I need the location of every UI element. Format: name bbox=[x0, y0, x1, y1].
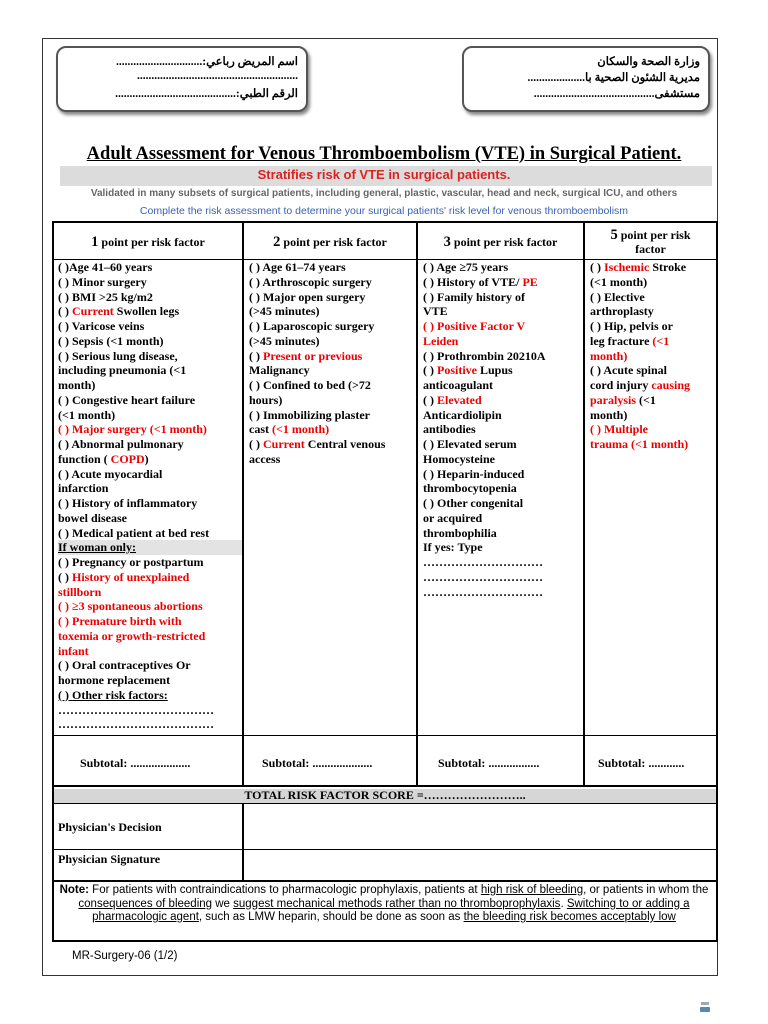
risk-factor-line bbox=[58, 437, 238, 452]
factor-text: leg fracture bbox=[590, 333, 653, 348]
risk-factor-line bbox=[423, 319, 581, 334]
factor-text: function ( bbox=[58, 451, 111, 466]
factor-text: (<1 month) bbox=[58, 407, 116, 422]
risk-factor-line bbox=[590, 349, 714, 364]
subtotal-1[interactable]: Subtotal: .................... bbox=[80, 756, 191, 770]
factor-text: Lupus bbox=[477, 363, 513, 378]
factor-text: (<1 month) bbox=[590, 274, 648, 289]
col-header-3: 3 point per risk factor bbox=[443, 234, 558, 250]
note-segment: For patients with contraindications to pharmacologic prophylaxis, patients at bbox=[88, 884, 481, 896]
factor-text: arthroplasty bbox=[590, 304, 654, 319]
factor-text-red: toxemia or growth-restricted bbox=[58, 628, 206, 643]
factor-text-red: (<1 month) bbox=[272, 422, 330, 437]
factor-text-red: ( ) Premature birth with bbox=[58, 614, 182, 628]
factor-text: ( ) Confined to bed (>72 bbox=[249, 378, 371, 392]
factor-text: ………………………… bbox=[423, 555, 543, 569]
risk-factor-line bbox=[423, 540, 581, 555]
risk-factor-line bbox=[423, 585, 581, 600]
risk-factor-line bbox=[590, 422, 714, 437]
factor-text: ( ) bbox=[590, 260, 604, 274]
factor-text: ( ) bbox=[249, 437, 263, 451]
risk-factor-line bbox=[58, 511, 238, 526]
risk-factor-line bbox=[58, 363, 238, 378]
patient-name-line[interactable]: اسم المريض رباعي:.............................. bbox=[115, 56, 298, 68]
validated-text: Validated in many subsets of surgical patients, including general, plastic, vascular, head and neck, surgical ICU, and others bbox=[90, 188, 678, 199]
risk-factor-line bbox=[423, 349, 581, 364]
factor-text: ( )Age 41–60 years bbox=[58, 260, 153, 274]
risk-factor-line bbox=[423, 393, 581, 408]
factor-text-red: History of unexplained bbox=[72, 569, 190, 584]
factor-text: VTE bbox=[423, 304, 448, 319]
factor-text-red: ( ) Major surgery (<1 month) bbox=[58, 422, 207, 437]
factor-text-red: Present or previous bbox=[263, 348, 363, 363]
factor-text: month) bbox=[590, 407, 628, 422]
table-right-border bbox=[716, 221, 718, 942]
note-label: Note: bbox=[59, 884, 89, 896]
factor-text: (>45 minutes) bbox=[249, 333, 320, 348]
factor-text: ( ) Minor surgery bbox=[58, 274, 147, 289]
factor-text-red: infant bbox=[58, 643, 89, 658]
risk-factor-line bbox=[58, 570, 238, 585]
risk-factor-line bbox=[58, 408, 238, 423]
factor-text: hormone replacement bbox=[58, 673, 171, 687]
risk-factor-line bbox=[58, 422, 238, 437]
patient-name-line-2[interactable]: ........................................................ bbox=[137, 70, 298, 82]
risk-factor-line bbox=[423, 555, 581, 570]
two-point-factors bbox=[249, 260, 414, 467]
risk-factor-line bbox=[249, 275, 414, 290]
factor-text: thrombocytopenia bbox=[423, 481, 517, 496]
factor-text-red: paralysis bbox=[590, 392, 637, 407]
risk-factor-line bbox=[423, 437, 581, 452]
risk-factor-line bbox=[249, 304, 414, 319]
factor-text: ( ) bbox=[423, 392, 437, 407]
factor-text: ………………………… bbox=[423, 584, 543, 599]
factor-text-red: ( ) Positive Factor V bbox=[423, 319, 526, 333]
risk-factor-line bbox=[423, 275, 581, 290]
risk-factor-line bbox=[58, 304, 238, 319]
col-divider-3 bbox=[583, 221, 585, 787]
factor-text: ( ) Elevated serum bbox=[423, 437, 517, 451]
risk-factor-line bbox=[58, 585, 238, 600]
risk-factor-line bbox=[590, 290, 714, 305]
hospital-line[interactable]: مستشفى.......................................... bbox=[533, 88, 700, 100]
risk-factor-line bbox=[249, 452, 414, 467]
instruction-text: Complete the risk assessment to determine your surgical patients' risk level for venous thromboembolism bbox=[139, 205, 629, 217]
factor-text: bowel disease bbox=[58, 510, 127, 525]
risk-factor-line bbox=[58, 275, 238, 290]
factor-text: Central venous bbox=[304, 437, 386, 451]
factor-text-red: stillborn bbox=[58, 584, 102, 599]
note-text bbox=[58, 884, 710, 925]
factor-text-red: month) bbox=[590, 348, 628, 363]
note-segment: we bbox=[212, 897, 234, 910]
factor-text: ( ) Major open surgery bbox=[249, 289, 366, 304]
physician-decision-label: Physician's Decision bbox=[58, 820, 162, 834]
factor-text: ( ) Age 61–74 years bbox=[249, 260, 346, 274]
factor-text: ( ) Family history of bbox=[423, 289, 525, 304]
factor-text: cast bbox=[249, 422, 272, 437]
risk-factor-line bbox=[249, 378, 414, 393]
risk-factor-line bbox=[590, 393, 714, 408]
factor-text-red: Elevated bbox=[437, 392, 482, 407]
note-emphasis: the bleeding risk becomes acceptably low bbox=[463, 911, 676, 923]
factor-text: ( ) Sepsis (<1 month) bbox=[58, 333, 164, 348]
risk-factor-line bbox=[249, 408, 414, 423]
factor-text-red: Ischemic bbox=[604, 260, 650, 274]
risk-factor-line bbox=[58, 614, 238, 629]
factor-text-red: Current bbox=[263, 437, 305, 451]
risk-factor-line bbox=[590, 304, 714, 319]
factor-text: ( ) Pregnancy or postpartum bbox=[58, 555, 204, 569]
form-code: MR-Surgery-06 (1/2) bbox=[72, 950, 178, 962]
col-divider-1 bbox=[242, 221, 244, 787]
note-segment: . bbox=[560, 897, 567, 910]
signature-row-bottom bbox=[52, 880, 718, 882]
risk-factor-line bbox=[58, 290, 238, 305]
risk-factor-line bbox=[58, 629, 238, 644]
risk-factor-line bbox=[423, 422, 581, 437]
factor-heading: If woman only: bbox=[58, 540, 137, 555]
factor-text-red: Leiden bbox=[423, 333, 459, 348]
factor-text: (>45 minutes) bbox=[249, 304, 320, 319]
factor-text: ( ) Arthroscopic surgery bbox=[249, 274, 372, 289]
factor-text: ( ) Elective bbox=[590, 289, 645, 304]
factor-text: cord injury bbox=[590, 378, 652, 392]
risk-factor-line bbox=[423, 290, 581, 305]
col-header-2: 2 point per risk factor bbox=[273, 234, 387, 250]
risk-factor-line bbox=[58, 378, 238, 393]
col-header-5: 5 point per risk factor bbox=[610, 227, 691, 256]
factor-text-red: ( ) ≥3 spontaneous abortions bbox=[58, 599, 203, 614]
ministry-line: وزارة الصحة والسكان bbox=[597, 56, 700, 68]
factor-text: ( ) Congestive heart failure bbox=[58, 392, 196, 407]
factor-text: ………………………………… bbox=[58, 717, 214, 732]
factor-text: Anticardiolipin bbox=[423, 407, 502, 422]
risk-factor-line bbox=[58, 496, 238, 511]
risk-factor-line bbox=[423, 481, 581, 496]
factor-text: hours) bbox=[249, 392, 283, 407]
directorate-line[interactable]: مديرية الشئون الصحية با.................... bbox=[527, 72, 700, 84]
factor-text: ( ) bbox=[58, 304, 72, 319]
factor-text: If yes: Type bbox=[423, 540, 483, 555]
factor-text: ( ) Hip, pelvis or bbox=[590, 319, 673, 333]
col-divider-2 bbox=[416, 221, 418, 787]
risk-factor-line bbox=[590, 260, 714, 275]
risk-factor-line bbox=[423, 260, 581, 275]
risk-factor-line bbox=[423, 570, 581, 585]
risk-factor-line bbox=[590, 378, 714, 393]
risk-factor-line bbox=[249, 349, 414, 364]
factor-heading: ( ) Other risk factors: bbox=[58, 687, 168, 702]
factor-text: ( ) Immobilizing plaster bbox=[249, 407, 370, 422]
risk-factor-line bbox=[58, 319, 238, 334]
risk-factor-line bbox=[58, 452, 238, 467]
risk-factor-line bbox=[58, 393, 238, 408]
factor-text: ( ) Oral contraceptives Or bbox=[58, 658, 191, 673]
factor-text: month) bbox=[58, 378, 96, 392]
subtotal-5[interactable]: Subtotal: ............ bbox=[598, 756, 685, 770]
factor-text: ( ) Abnormal pulmonary bbox=[58, 437, 184, 451]
risk-factor-line bbox=[423, 378, 581, 393]
risk-factor-line bbox=[423, 467, 581, 482]
risk-factor-line bbox=[423, 363, 581, 378]
risk-factor-line bbox=[423, 511, 581, 526]
risk-factor-line bbox=[423, 452, 581, 467]
subtotal-3[interactable]: Subtotal: ................. bbox=[438, 756, 540, 770]
risk-factor-line bbox=[590, 275, 714, 290]
risk-factor-line bbox=[590, 408, 714, 423]
factor-text: ( ) History of VTE/ bbox=[423, 274, 523, 289]
factor-text: ( ) Serious lung disease, bbox=[58, 348, 178, 363]
factor-text-red: Positive bbox=[437, 363, 477, 378]
total-row-bottom bbox=[52, 803, 718, 804]
risk-factor-line bbox=[249, 393, 414, 408]
factor-text: ( ) BMI >25 kg/m2 bbox=[58, 289, 153, 304]
medical-number-line[interactable]: الرقم الطبي:.......................................... bbox=[115, 88, 298, 100]
factor-text: ( ) History of inflammatory bbox=[58, 496, 198, 510]
note-emphasis: Switching to or adding a pharmacologic agent bbox=[92, 897, 690, 923]
risk-factor-line bbox=[590, 363, 714, 378]
factor-text: Malignancy bbox=[249, 363, 310, 378]
col-header-1: 1 point per risk factor bbox=[91, 234, 205, 250]
physician-col-divider bbox=[242, 803, 244, 881]
factor-text: ( ) Acute myocardial bbox=[58, 466, 163, 481]
factor-text: ) bbox=[144, 451, 149, 466]
risk-factor-line bbox=[58, 599, 238, 614]
five-point-factors bbox=[590, 260, 714, 452]
factor-text: access bbox=[249, 451, 281, 466]
risk-factor-line bbox=[58, 658, 238, 673]
factor-text: ( ) Prothrombin 20210A bbox=[423, 348, 546, 363]
note-bottom bbox=[52, 940, 718, 942]
risk-factor-line bbox=[58, 467, 238, 482]
risk-factor-line bbox=[249, 319, 414, 334]
three-point-factors bbox=[423, 260, 581, 599]
note-emphasis: high risk of bleeding bbox=[480, 884, 584, 896]
risk-factor-line bbox=[58, 644, 238, 659]
risk-factor-line bbox=[590, 437, 714, 452]
factor-text-red: (<1 bbox=[652, 333, 670, 348]
risk-factor-line bbox=[249, 334, 414, 349]
factor-text: Homocysteine bbox=[423, 451, 495, 466]
risk-factor-line bbox=[249, 437, 414, 452]
factor-text: antibodies bbox=[423, 422, 476, 437]
factor-text: ………………………… bbox=[423, 569, 543, 584]
factor-text: ( ) bbox=[58, 569, 72, 584]
one-point-factors bbox=[58, 260, 238, 732]
note-segment: , or patients in whom the bbox=[583, 884, 709, 896]
risk-factor-line bbox=[58, 703, 238, 718]
ministry-info-box bbox=[462, 46, 710, 112]
factor-text-red: ( ) Multiple bbox=[590, 422, 648, 437]
note-segment: , such as LMW heparin, should be done as soon as bbox=[198, 911, 464, 923]
factor-text: ( ) bbox=[423, 363, 437, 378]
risk-factor-line bbox=[423, 408, 581, 423]
factor-text: ( ) bbox=[249, 348, 263, 363]
subtotal-2[interactable]: Subtotal: .................... bbox=[262, 756, 373, 770]
factor-text-red: Current bbox=[72, 304, 114, 319]
risk-factor-line bbox=[58, 260, 238, 275]
factor-text: ( ) Varicose veins bbox=[58, 319, 145, 333]
risk-factor-line bbox=[423, 304, 581, 319]
factor-text: or acquired bbox=[423, 510, 483, 525]
patient-info-box bbox=[56, 46, 308, 112]
note-emphasis: suggest mechanical methods rather than no thromboprophylaxis bbox=[233, 897, 561, 910]
factor-text: ( ) Laparoscopic surgery bbox=[249, 319, 375, 333]
risk-factor-line bbox=[58, 349, 238, 364]
risk-factor-line bbox=[249, 260, 414, 275]
risk-factor-line bbox=[58, 717, 238, 732]
factor-text: thrombophilia bbox=[423, 525, 497, 540]
scan-logo-icon bbox=[698, 1000, 712, 1014]
factor-text: ( ) Acute spinal bbox=[590, 363, 668, 378]
factor-text: infarction bbox=[58, 481, 109, 496]
physician-signature-label: Physician Signature bbox=[58, 852, 161, 866]
risk-factor-line bbox=[58, 334, 238, 349]
note-emphasis: consequences of bleeding bbox=[78, 897, 213, 910]
factor-text: Stroke bbox=[649, 260, 687, 274]
factor-text-red: causing bbox=[651, 378, 691, 392]
risk-factor-line bbox=[58, 540, 242, 555]
subtotal-row-top bbox=[52, 735, 718, 736]
risk-factor-line bbox=[590, 334, 714, 349]
subtitle: Stratifies risk of VTE in surgical patients. bbox=[257, 167, 511, 182]
risk-factor-line bbox=[58, 688, 238, 703]
factor-text: Swollen legs bbox=[113, 304, 180, 319]
total-score[interactable]: TOTAL RISK FACTOR SCORE =…………………….. bbox=[244, 788, 526, 802]
factor-text: ( ) Age ≥75 years bbox=[423, 260, 509, 274]
risk-factor-line bbox=[423, 496, 581, 511]
risk-factor-line bbox=[249, 290, 414, 305]
factor-text-red: PE bbox=[522, 274, 538, 289]
risk-factor-line bbox=[58, 481, 238, 496]
decision-row-bottom bbox=[52, 849, 718, 850]
risk-factor-line bbox=[58, 673, 238, 688]
factor-text: anticoagulant bbox=[423, 378, 494, 392]
table-left-border bbox=[52, 221, 54, 942]
subtotal-row-bottom bbox=[52, 785, 718, 787]
factor-text-red: COPD bbox=[110, 451, 145, 466]
risk-factor-line bbox=[590, 319, 714, 334]
risk-factor-line bbox=[58, 555, 238, 570]
risk-factor-line bbox=[423, 334, 581, 349]
factor-text: ( ) Other congenital bbox=[423, 496, 524, 510]
factor-text-red: trauma (<1 month) bbox=[590, 437, 689, 451]
risk-factor-line bbox=[58, 526, 238, 541]
factor-text: ( ) Heparin-induced bbox=[423, 466, 525, 481]
factor-text: (<1 bbox=[636, 392, 656, 407]
page-title: Adult Assessment for Venous Thromboembolism (VTE) in Surgical Patient. bbox=[86, 144, 682, 164]
factor-text: ………………………………… bbox=[58, 702, 214, 717]
factor-text: including pneumonia (<1 bbox=[58, 363, 187, 378]
risk-factor-line bbox=[423, 526, 581, 541]
factor-text: ( ) Medical patient at bed rest bbox=[58, 525, 210, 540]
risk-factor-line bbox=[249, 363, 414, 378]
risk-factor-line bbox=[249, 422, 414, 437]
